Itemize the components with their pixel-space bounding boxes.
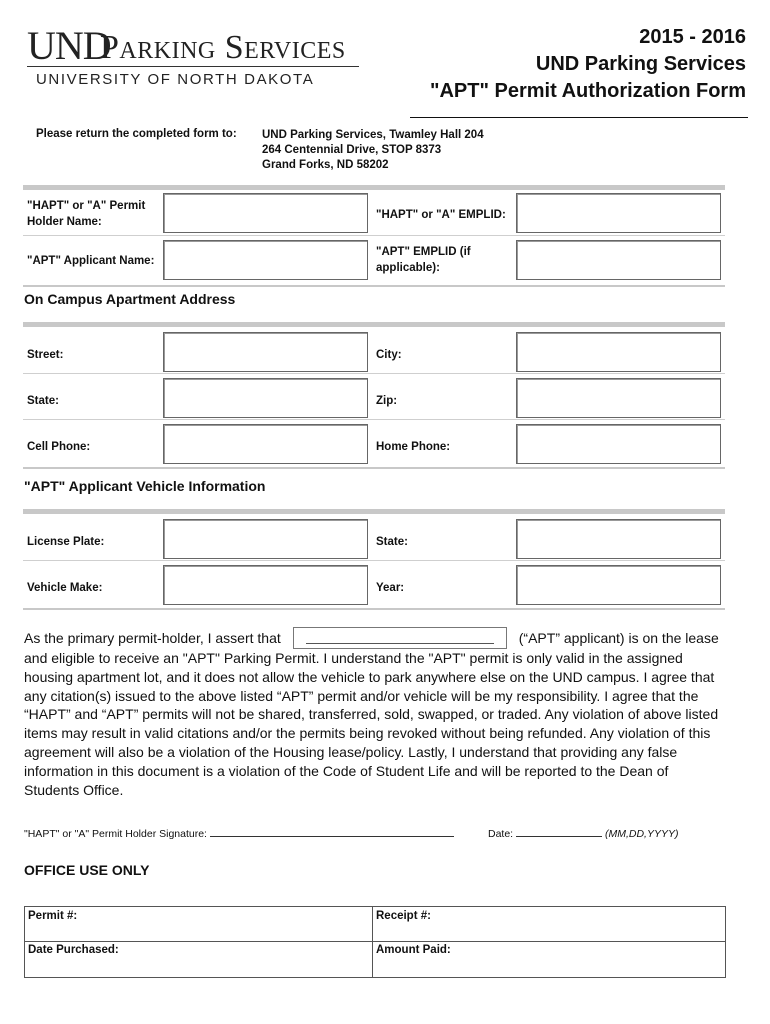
- city-field[interactable]: [516, 332, 721, 372]
- date-row: [488, 826, 678, 840]
- cell-phone-field[interactable]: [163, 424, 368, 464]
- signature-label: "HAPT" or "A" Permit Holder Signature:: [24, 828, 207, 840]
- office-use-title: OFFICE USE ONLY: [24, 862, 150, 878]
- zip-label: Zip:: [376, 395, 398, 407]
- header-divider: [410, 117, 748, 118]
- date-line[interactable]: [516, 826, 602, 837]
- vehicle-year-field[interactable]: [516, 565, 721, 605]
- signature-line[interactable]: [210, 826, 454, 837]
- parking-services-logo-text: Parking Services: [100, 29, 346, 66]
- license-plate-label: License Plate:: [27, 536, 105, 548]
- form-title: "APT" Permit Authorization Form: [429, 80, 746, 102]
- holder-name-field[interactable]: [163, 193, 368, 233]
- office-use-table: [24, 906, 726, 978]
- vehicle-state-label: State:: [376, 536, 408, 548]
- agreement-text: As the primary permit-holder, I assert that (“APT” applicant) is on the lease and eligible to receive an "APT" Parking Permit. I understand the "APT" permit is only valid in the assigned housing apartment lot, and it does not allow the vehicle to park anywhere else on the UND campus. I agree that any citation(s) issued to the above listed “APT” permit and/or vehicle will be my responsibility. I agree that the “HAPT” and “APT” permits will not be shared, transferred, sold, swapped, or traded. Any violation of above listed items may result in valid citations and/or the permits being revoked without being refunded. Any violation of this agreement will also be a violation of the Housing lease/policy. Lastly, I understand that providing any false information in this document is a violation of the Code of Student Life and will be reported to the Dean of Students Office.: [24, 627, 724, 799]
- vehicle-make-label: Vehicle Make:: [27, 582, 103, 594]
- holder-emplid-field[interactable]: [516, 193, 721, 233]
- applicant-emplid-label: "APT" EMPLID (if applicable):: [376, 246, 471, 274]
- date-format: (MM,DD,YYYY): [604, 828, 679, 840]
- state-field[interactable]: [163, 378, 368, 418]
- university-name: UNIVERSITY OF NORTH DAKOTA: [36, 71, 315, 88]
- vehicle-state-field[interactable]: [516, 519, 721, 559]
- street-label: Street:: [27, 349, 64, 361]
- form-org: UND Parking Services: [535, 53, 746, 75]
- vehicle-year-label: Year:: [376, 582, 405, 594]
- amount-paid-label: Amount Paid:: [376, 944, 451, 956]
- holder-emplid-label: "HAPT" or "A" EMPLID:: [376, 209, 506, 221]
- date-label: Date:: [488, 828, 514, 840]
- date-purchased-label: Date Purchased:: [28, 944, 119, 956]
- holder-name-label: "HAPT" or "A" Permit Holder Name:: [27, 200, 146, 228]
- applicant-name-label: "APT" Applicant Name:: [27, 255, 155, 267]
- applicant-emplid-field[interactable]: [516, 240, 721, 280]
- signature-row: [24, 826, 454, 840]
- cell-phone-label: Cell Phone:: [27, 441, 91, 453]
- applicant-inline-field[interactable]: [293, 627, 507, 649]
- home-phone-label: Home Phone:: [376, 441, 451, 453]
- vehicle-make-field[interactable]: [163, 565, 368, 605]
- address-section-title: On Campus Apartment Address: [24, 291, 236, 307]
- license-plate-field[interactable]: [163, 519, 368, 559]
- street-field[interactable]: [163, 332, 368, 372]
- vehicle-panel: [23, 509, 725, 610]
- zip-field[interactable]: [516, 378, 721, 418]
- applicant-name-field[interactable]: [163, 240, 368, 280]
- return-label: Please return the completed form to:: [36, 128, 237, 140]
- holder-panel: [23, 185, 725, 287]
- city-label: City:: [376, 349, 402, 361]
- form-year: 2015 - 2016: [639, 26, 746, 48]
- state-label: State:: [27, 395, 59, 407]
- logo-divider: [27, 66, 359, 67]
- permit-number-label: Permit #:: [28, 910, 78, 922]
- home-phone-field[interactable]: [516, 424, 721, 464]
- vehicle-section-title: "APT" Applicant Vehicle Information: [24, 478, 266, 494]
- return-address: UND Parking Services, Twamley Hall 204 264 Centennial Drive, STOP 8373 Grand Forks, ND 58202: [262, 129, 484, 171]
- address-panel: [23, 322, 725, 469]
- und-logo: UND: [27, 23, 111, 68]
- receipt-number-label: Receipt #:: [376, 910, 431, 922]
